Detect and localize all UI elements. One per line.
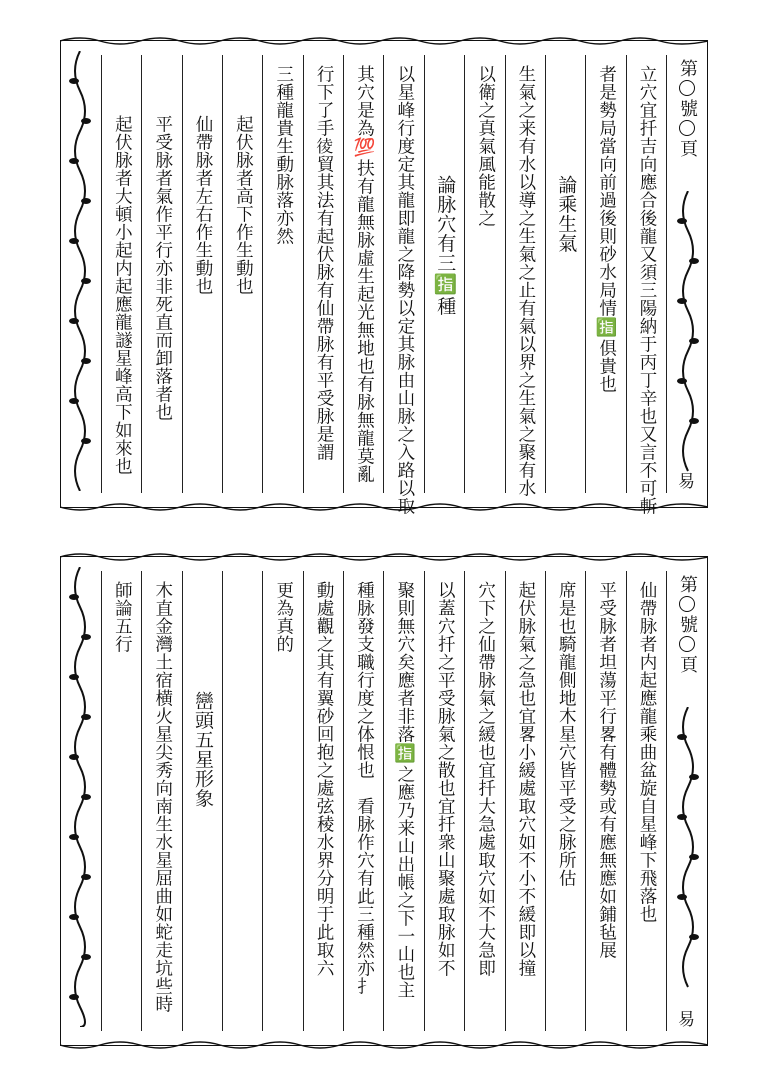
label-hao: 號 [677, 99, 698, 117]
text-column [141, 571, 181, 1031]
blank-circle-icon [679, 120, 695, 136]
column-text: 動處觀之其有翼砂回抱之處弦稜水界分明于此取六 [314, 581, 335, 977]
column-text: 穴下之仙帶脉氣之緩也宜扦大急處取穴如不大急即 [475, 581, 496, 977]
column-text: 者是勢局當向前過後則砂水局情🈯俱貴也 [596, 65, 617, 393]
column-text: 種脉發支職行度之体恨也 看脉作穴有此三種然亦扌 [354, 581, 375, 995]
label-di: 第 [677, 59, 698, 77]
text-column [182, 55, 222, 493]
text-column [343, 55, 383, 493]
column-text: 平受脉者坦蕩平行畧有體勢或有應無應如鋪毡展 [596, 581, 617, 959]
label-hao: 號 [677, 615, 698, 633]
blank-circle-icon [679, 80, 695, 96]
text-column [383, 55, 423, 515]
column-text: 仙帶脉者内起應龍乘曲盆旋自星峰下飛落也 [637, 581, 657, 923]
text-column [262, 55, 302, 493]
margin-mark: 易 [674, 1010, 694, 1027]
column-text: 以星峰行度定其龍即龍之降勢以定其脉由山脉之入路以取 [394, 65, 415, 515]
label-di: 第 [677, 575, 698, 593]
column-text: 木直金灣土宿横火星尖秀向南生水星屈曲如蛇走坑些時 [152, 581, 173, 1013]
text-column [505, 55, 545, 497]
page-number-label [675, 59, 699, 157]
page-bottom [60, 556, 708, 1046]
vine-border-icon [675, 707, 701, 1007]
column-text: 師論五行 [112, 581, 133, 653]
text-column [585, 55, 625, 493]
text-column [545, 571, 585, 1031]
margin-mark: 易 [674, 472, 694, 489]
text-column [505, 571, 545, 1031]
text-column [101, 571, 141, 1031]
column-text: 以蓋穴扦之平受脉氣之散也宜扦衆山聚處取脉如不 [435, 581, 456, 977]
text-columns [101, 571, 667, 1031]
text-column [141, 55, 181, 493]
column-text: 起伏脉氣之急也宜畧小緩處取穴如不小不緩即以撞 [515, 581, 536, 977]
column-text: 起伏脉者高下作生動也 [233, 115, 254, 295]
section-heading: 巒頭五星形象 [192, 691, 215, 808]
text-column [303, 571, 343, 1031]
column-text: 立穴宜扦吉向應合後龍又須三陽納于丙丁辛也又言不可斬 [637, 65, 657, 515]
column-text: 行下了手𢔁貿其法有起伏脉有仙帶脉有平受脉是謂 [314, 65, 335, 461]
text-column [262, 571, 302, 1031]
text-column [626, 571, 667, 1031]
text-column [424, 55, 464, 493]
column-text: 其穴是為💯扶有龍無脉虛生起光無地也有脉無龍莫亂 [354, 65, 375, 483]
vine-border-icon [675, 191, 701, 491]
column-text: 仙帶脉者左右作生動也 [193, 115, 214, 295]
section-heading: 論脉穴有三🈯種 [434, 175, 457, 316]
page-number-label [675, 575, 699, 673]
column-text: 聚則無穴矣應者非落🈯之應乃来山出帳之下一山也主 [394, 581, 415, 999]
vine-border-icon [67, 567, 93, 1027]
column-text: 起伏脉者大頓小起内起應龍譢星峰高下如來也 [112, 115, 133, 475]
text-column [585, 571, 625, 1031]
top-wave-edge [60, 551, 708, 561]
column-text: 生氣之来有水以導之生氣之止有氣以界之生氣之聚有水 [515, 65, 536, 497]
text-column [343, 571, 383, 1031]
bottom-wave-edge [60, 1041, 708, 1051]
column-text: 更為真的 [273, 581, 294, 653]
page-top [60, 40, 708, 515]
column-text: 平受脉者氣作平行亦非死直而卸落者也 [152, 115, 173, 421]
column-text: 席是也騎龍側地木星穴皆平受之脉所估 [556, 581, 577, 887]
blank-circle-icon [679, 636, 695, 652]
text-column [222, 55, 262, 493]
top-wave-edge [60, 35, 708, 45]
blank-circle-icon [679, 596, 695, 612]
vine-border-icon [67, 51, 93, 491]
text-column [545, 55, 585, 493]
section-heading: 論乘生氣 [555, 175, 578, 253]
column-text: 以衛之真氣風能散之 [475, 65, 496, 227]
text-column [424, 571, 464, 1031]
text-column [222, 571, 262, 1031]
text-column [626, 55, 667, 515]
text-column [303, 55, 343, 493]
text-columns [101, 55, 667, 515]
label-ye: 頁 [677, 139, 698, 157]
text-column [182, 571, 222, 1031]
text-column [383, 571, 423, 1031]
column-text: 三種龍貴生動脉落亦然 [273, 65, 294, 245]
label-ye: 頁 [677, 655, 698, 673]
text-column [464, 55, 504, 493]
text-column [101, 55, 141, 493]
text-column [464, 571, 504, 1031]
